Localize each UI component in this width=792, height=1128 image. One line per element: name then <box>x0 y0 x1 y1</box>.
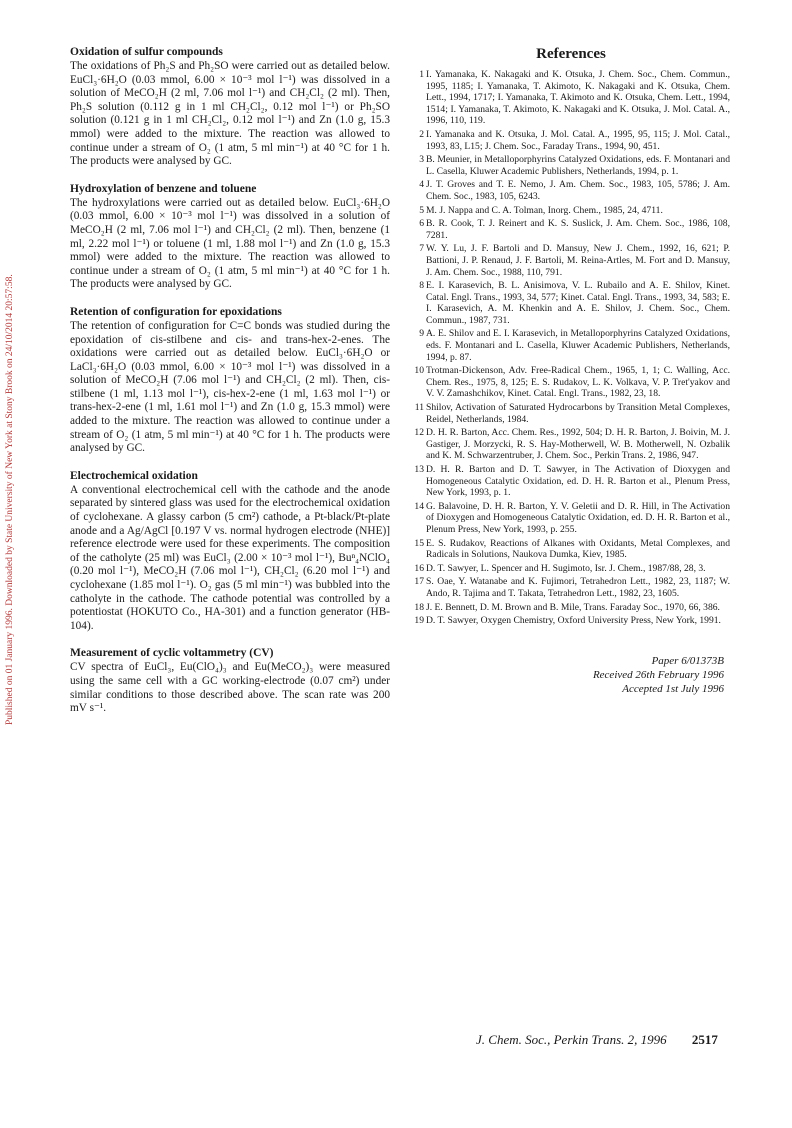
section-retention <box>70 306 390 456</box>
reference-item <box>412 615 730 627</box>
reference-text: B. R. Cook, T. J. Reinert and K. S. Suslick, J. Am. Chem. Soc., 1986, 108, 7281. <box>426 218 730 241</box>
reference-text: I. Yamanaka and K. Otsuka, J. Mol. Catal. A., 1995, 95, 115; J. Mol. Catal., 1993, 83, L15; J. Chem. Soc., Faraday Trans., 1994, 90, 451. <box>426 128 730 152</box>
reference-item <box>412 328 730 363</box>
reference-text: Shilov, Activation of Saturated Hydrocarbons by Transition Metal Complexes, Reidel, Netherlands, 1984. <box>426 402 730 425</box>
section-paragraph: CV spectra of EuCl₃, Eu(ClO₄)₃ and Eu(MeCO₂)₃ were measured using the same cell with a GC working-electrode (0.07 cm²) under similar conditions to those described above. The scan rate was 200 mV s⁻¹. <box>70 661 390 715</box>
section-heading: Electrochemical oxidation <box>70 469 198 482</box>
reference-text: W. Y. Lu, J. F. Bartoli and D. Mansuy, New J. Chem., 1992, 16, 621; P. Battioni, J. P. Renaud, J. F. Bartoli, M. Reina-Artles, M. Fort and D. Mansuy, J. Am. Chem. Soc., 1988, 110, 791. <box>426 243 730 278</box>
reference-item <box>412 427 730 462</box>
reference-text: D. T. Sawyer, L. Spencer and H. Sugimoto, Isr. J. Chem., 1987/88, 28, 3. <box>426 562 706 574</box>
reference-text: E. S. Rudakov, Reactions of Alkanes with Oxidants, Metal Complexes, and Radicals in Solutions, Naukova Dumka, Kiev, 1985. <box>426 537 730 561</box>
reference-number: 14 <box>414 500 424 512</box>
section-paragraph: A conventional electrochemical cell with the cathode and the anode separated by sintered glass was used for the electrochemical oxidation of cyclohexane. A glassy carbon (5 cm²) cathode, a Pt-black/Pt-plate anode and a Ag/AgCl [0.197 V vs. normal hydrogen electrode (NHE)] reference electrode were used for these experiments. The composition of the catholyte (25 ml) was EuCl₃ (2.00 × 10⁻³ mol l⁻¹), Buⁿ₄NClO₄ (0.20 mol l⁻¹), MeCO₂H (7.06 mol l⁻¹), CH₂Cl₂ (6.20 mol l⁻¹) and cyclohexane (1.85 mol l⁻¹). O₂ gas (5 ml min⁻¹) was bubbled into the catholyte in the cathode. The cathode potential was controlled by a potentiostat (HOKUTO Co., HA-301) and a function generator (HB-104). <box>70 483 390 632</box>
paper-number: Paper 6/01373B <box>651 655 724 667</box>
reference-item <box>412 538 730 561</box>
reference-item <box>412 205 730 217</box>
references-heading: References <box>536 46 606 62</box>
reference-number: 9 <box>419 328 424 340</box>
reference-item <box>412 365 730 400</box>
reference-text: J. E. Bennett, D. M. Brown and B. Mile, Trans. Faraday Soc., 1970, 66, 386. <box>426 601 720 613</box>
reference-item <box>412 576 730 599</box>
left-column <box>70 46 390 730</box>
reference-item <box>412 243 730 278</box>
reference-number: 10 <box>414 365 424 377</box>
right-column <box>412 46 730 629</box>
reference-number: 8 <box>419 280 424 292</box>
reference-number: 15 <box>414 537 424 549</box>
reference-item <box>412 464 730 499</box>
reference-list <box>412 69 730 627</box>
reference-item <box>412 602 730 614</box>
page-number: 2517 <box>691 1032 718 1047</box>
reference-item <box>412 501 730 536</box>
reference-text: D. H. R. Barton and D. T. Sawyer, in The Activation of Dioxygen and Homogeneous Catalytic Oxidation, ed. D. H. R. Barton et al., Plenum Press, New York, 1993, p. 1. <box>426 464 730 499</box>
received-date: Received 26th February 1996 <box>592 669 724 681</box>
section-heading: Retention of configuration for epoxidations <box>70 305 282 318</box>
journal-citation: J. Chem. Soc., Perkin Trans. 2, 1996 <box>476 1032 667 1047</box>
reference-number: 1 <box>419 69 424 80</box>
reference-text: E. I. Karasevich, B. L. Anisimova, V. L. Rubailo and A. E. Shilov, Kinet. Catal. Engl. Trans., 1993, 34, 577; Kinet. Catal. Engl. Trans., 1993, 34, 583; E. I. Karasevich, A. M. Khenkin and A. E. Shilov, J. Chem. Soc., Chem. Commun., 1987, 731. <box>426 280 730 326</box>
reference-number: 13 <box>414 464 424 475</box>
reference-text: B. Meunier, in Metalloporphyrins Catalyzed Oxidations, eds. F. Montanari and L. Casella, Kluwer Academic Publishers, Netherlands, 1994, p. 1. <box>426 154 730 177</box>
reference-text: J. T. Groves and T. E. Nemo, J. Am. Chem. Soc., 1983, 105, 5786; J. Am. Chem. Soc., 1983, 105, 6243. <box>426 179 730 202</box>
reference-text: D. T. Sawyer, Oxygen Chemistry, Oxford University Press, New York, 1991. <box>426 615 721 627</box>
section-paragraph: The retention of configuration for C=C bonds was studied during the epoxidation of cis-stilbene and cis- and trans-hex-2-enes. The oxidations were carried out as detailed below. EuCl₃·6H₂O or LaCl₃·6H₂O (0.03 mmol, 6.00 × 10⁻³ mol l⁻¹) was dissolved in a solution of MeCO₂H (7.06 mol l⁻¹) and CH₂Cl₂ (2 ml). Then, cis-stilbene (1 ml, 1.13 mol l⁻¹), cis-hex-2-ene (1 ml, 1.63 mol l⁻¹) or trans-hex-2-ene (1 ml, 1.61 mol l⁻¹) and Zn (1.0 g, 15.3 mmol) were added to the mixture. The reaction was allowed to continue under a stream of O₂ (1 atm, 5 ml min⁻¹) at 40 °C for 1 h. The products were analysed by GC. <box>70 319 390 455</box>
section-heading: Oxidation of sulfur compounds <box>70 46 223 58</box>
section-heading: Measurement of cyclic voltammetry (CV) <box>70 647 274 660</box>
reference-item <box>412 69 730 127</box>
reference-text: S. Oae, Y. Watanabe and K. Fujimori, Tetrahedron Lett., 1982, 23, 1187; W. Ando, R. Tajima and T. Takata, Tetrahedron Lett., 1982, 23, 1605. <box>426 576 730 599</box>
section-cyclic-voltammetry <box>70 647 390 715</box>
reference-item <box>412 129 730 152</box>
reference-number: 5 <box>419 204 424 216</box>
reference-item <box>412 563 730 575</box>
section-hydroxylation <box>70 183 390 292</box>
reference-item <box>412 402 730 425</box>
reference-item <box>412 179 730 202</box>
reference-number: 17 <box>414 576 424 588</box>
reference-number: 3 <box>419 154 424 166</box>
reference-item <box>412 154 730 177</box>
download-watermark: Published on 01 January 1996. Downloaded by State University of New York at Stony Brook on 24/10/2014 20:57:58. <box>5 274 15 725</box>
reference-number: 2 <box>419 128 424 140</box>
reference-number: 19 <box>414 615 424 627</box>
reference-number: 11 <box>414 402 424 414</box>
reference-text: Trotman-Dickenson, Adv. Free-Radical Chem., 1965, 1, 1; C. Walling, Acc. Chem. Res., 1975, 8, 125; E. S. Rudakov, L. K. Volkava, V. P. Tret'yakov and V. V. Zamashchikov, Kinet. Catal. Engl. Trans., 1982, 23, 18. <box>426 365 730 400</box>
reference-item <box>412 280 730 326</box>
reference-number: 16 <box>414 562 424 574</box>
reference-number: 6 <box>419 218 424 230</box>
section-electrochemical <box>70 470 390 634</box>
paper-info <box>593 654 724 696</box>
reference-item <box>412 218 730 241</box>
reference-text: I. Yamanaka, K. Nakagaki and K. Otsuka, J. Chem. Soc., Chem. Commun., 1995, 1185; I. Yamanaka, T. Akimoto, K. Nakagaki and K. Otsuka, Chem. Lett., 1994, 1717; I. Yamanaka, T. Akimoto and K. Otsuka, Chem. Lett., 1994, 1514; I. Yamanaka, T. Akimoto, K. Nakagaki and K. Otsuka, J. Mol. Catal. A., 1996, 110, 119. <box>426 69 730 127</box>
reference-text: D. H. R. Barton, Acc. Chem. Res., 1992, 504; D. H. R. Barton, J. Boivin, M. J. Gastiger, J. Morzycki, R. S. Hay-Motherwell, W. B. Motherwell, N. Ozbalik and K. M. Schwarzentruber, J. Chem. Soc., Perkin Trans. 2, 1986, 947. <box>426 427 730 462</box>
page-footer <box>476 1032 718 1048</box>
section-paragraph: The oxidations of Ph₂S and Ph₂SO were carried out as detailed below. EuCl₃·6H₂O (0.03 mmol, 6.00 × 10⁻³ mol l⁻¹) was dissolved in a solution of MeCO₂H (2 ml, 7.06 mol l⁻¹) and CH₂Cl₂ (2 ml). Then, Ph₂S solution (0.112 g in 1 ml CH₂Cl₂, 0.12 mol l⁻¹) or Ph₂SO solution (0.121 g in 1 ml CH₂Cl₂, 0.12 mol l⁻¹) and Zn (1.0 g, 15.3 mmol) were added to the mixture. The reaction was allowed to continue under a stream of O₂ (1 atm, 5 ml min⁻¹) at 40 °C for 1 h. The products were analysed by GC. <box>70 60 390 168</box>
reference-number: 12 <box>414 427 424 439</box>
reference-text: A. E. Shilov and E. I. Karasevich, in Metalloporphyrins Catalyzed Oxidations, eds. F. Montanari and L. Casella, Kluwer Academic Publishers, Netherlands, 1994, p. 87. <box>426 328 730 363</box>
reference-number: 18 <box>414 601 424 613</box>
section-paragraph: The hydroxylations were carried out as detailed below. EuCl₃·6H₂O (0.03 mmol, 6.00 × 10⁻³ mol l⁻¹) was dissolved in a solution of MeCO₂H (2 ml, 7.06 mol l⁻¹) and CH₂Cl₂ (2 ml). Then, benzene (1 ml, 2.22 mol l⁻¹) or toluene (1 ml, 1.88 mol l⁻¹) and Zn (1.0 g, 15.3 mmol) were added to the mixture. The reaction was allowed to continue under a stream of O₂ (1 atm, 5 ml min⁻¹) at 40 °C for 1 h. The products were analysed by GC. <box>70 196 390 291</box>
reference-number: 7 <box>419 243 424 255</box>
accepted-date: Accepted 1st July 1996 <box>622 683 724 695</box>
reference-number: 4 <box>419 179 424 191</box>
section-heading: Hydroxylation of benzene and toluene <box>70 182 257 195</box>
section-sulfur-oxidation <box>70 46 390 169</box>
reference-text: G. Balavoine, D. H. R. Barton, Y. V. Geletii and D. R. Hill, in The Activation of Dioxygen and Homogeneous Catalytic Oxidation, ed. D. H. R. Barton et al., Plenum Press, New York, 1993, p. 255. <box>426 500 730 535</box>
reference-text: M. J. Nappa and C. A. Tolman, Inorg. Chem., 1985, 24, 4711. <box>426 204 663 216</box>
